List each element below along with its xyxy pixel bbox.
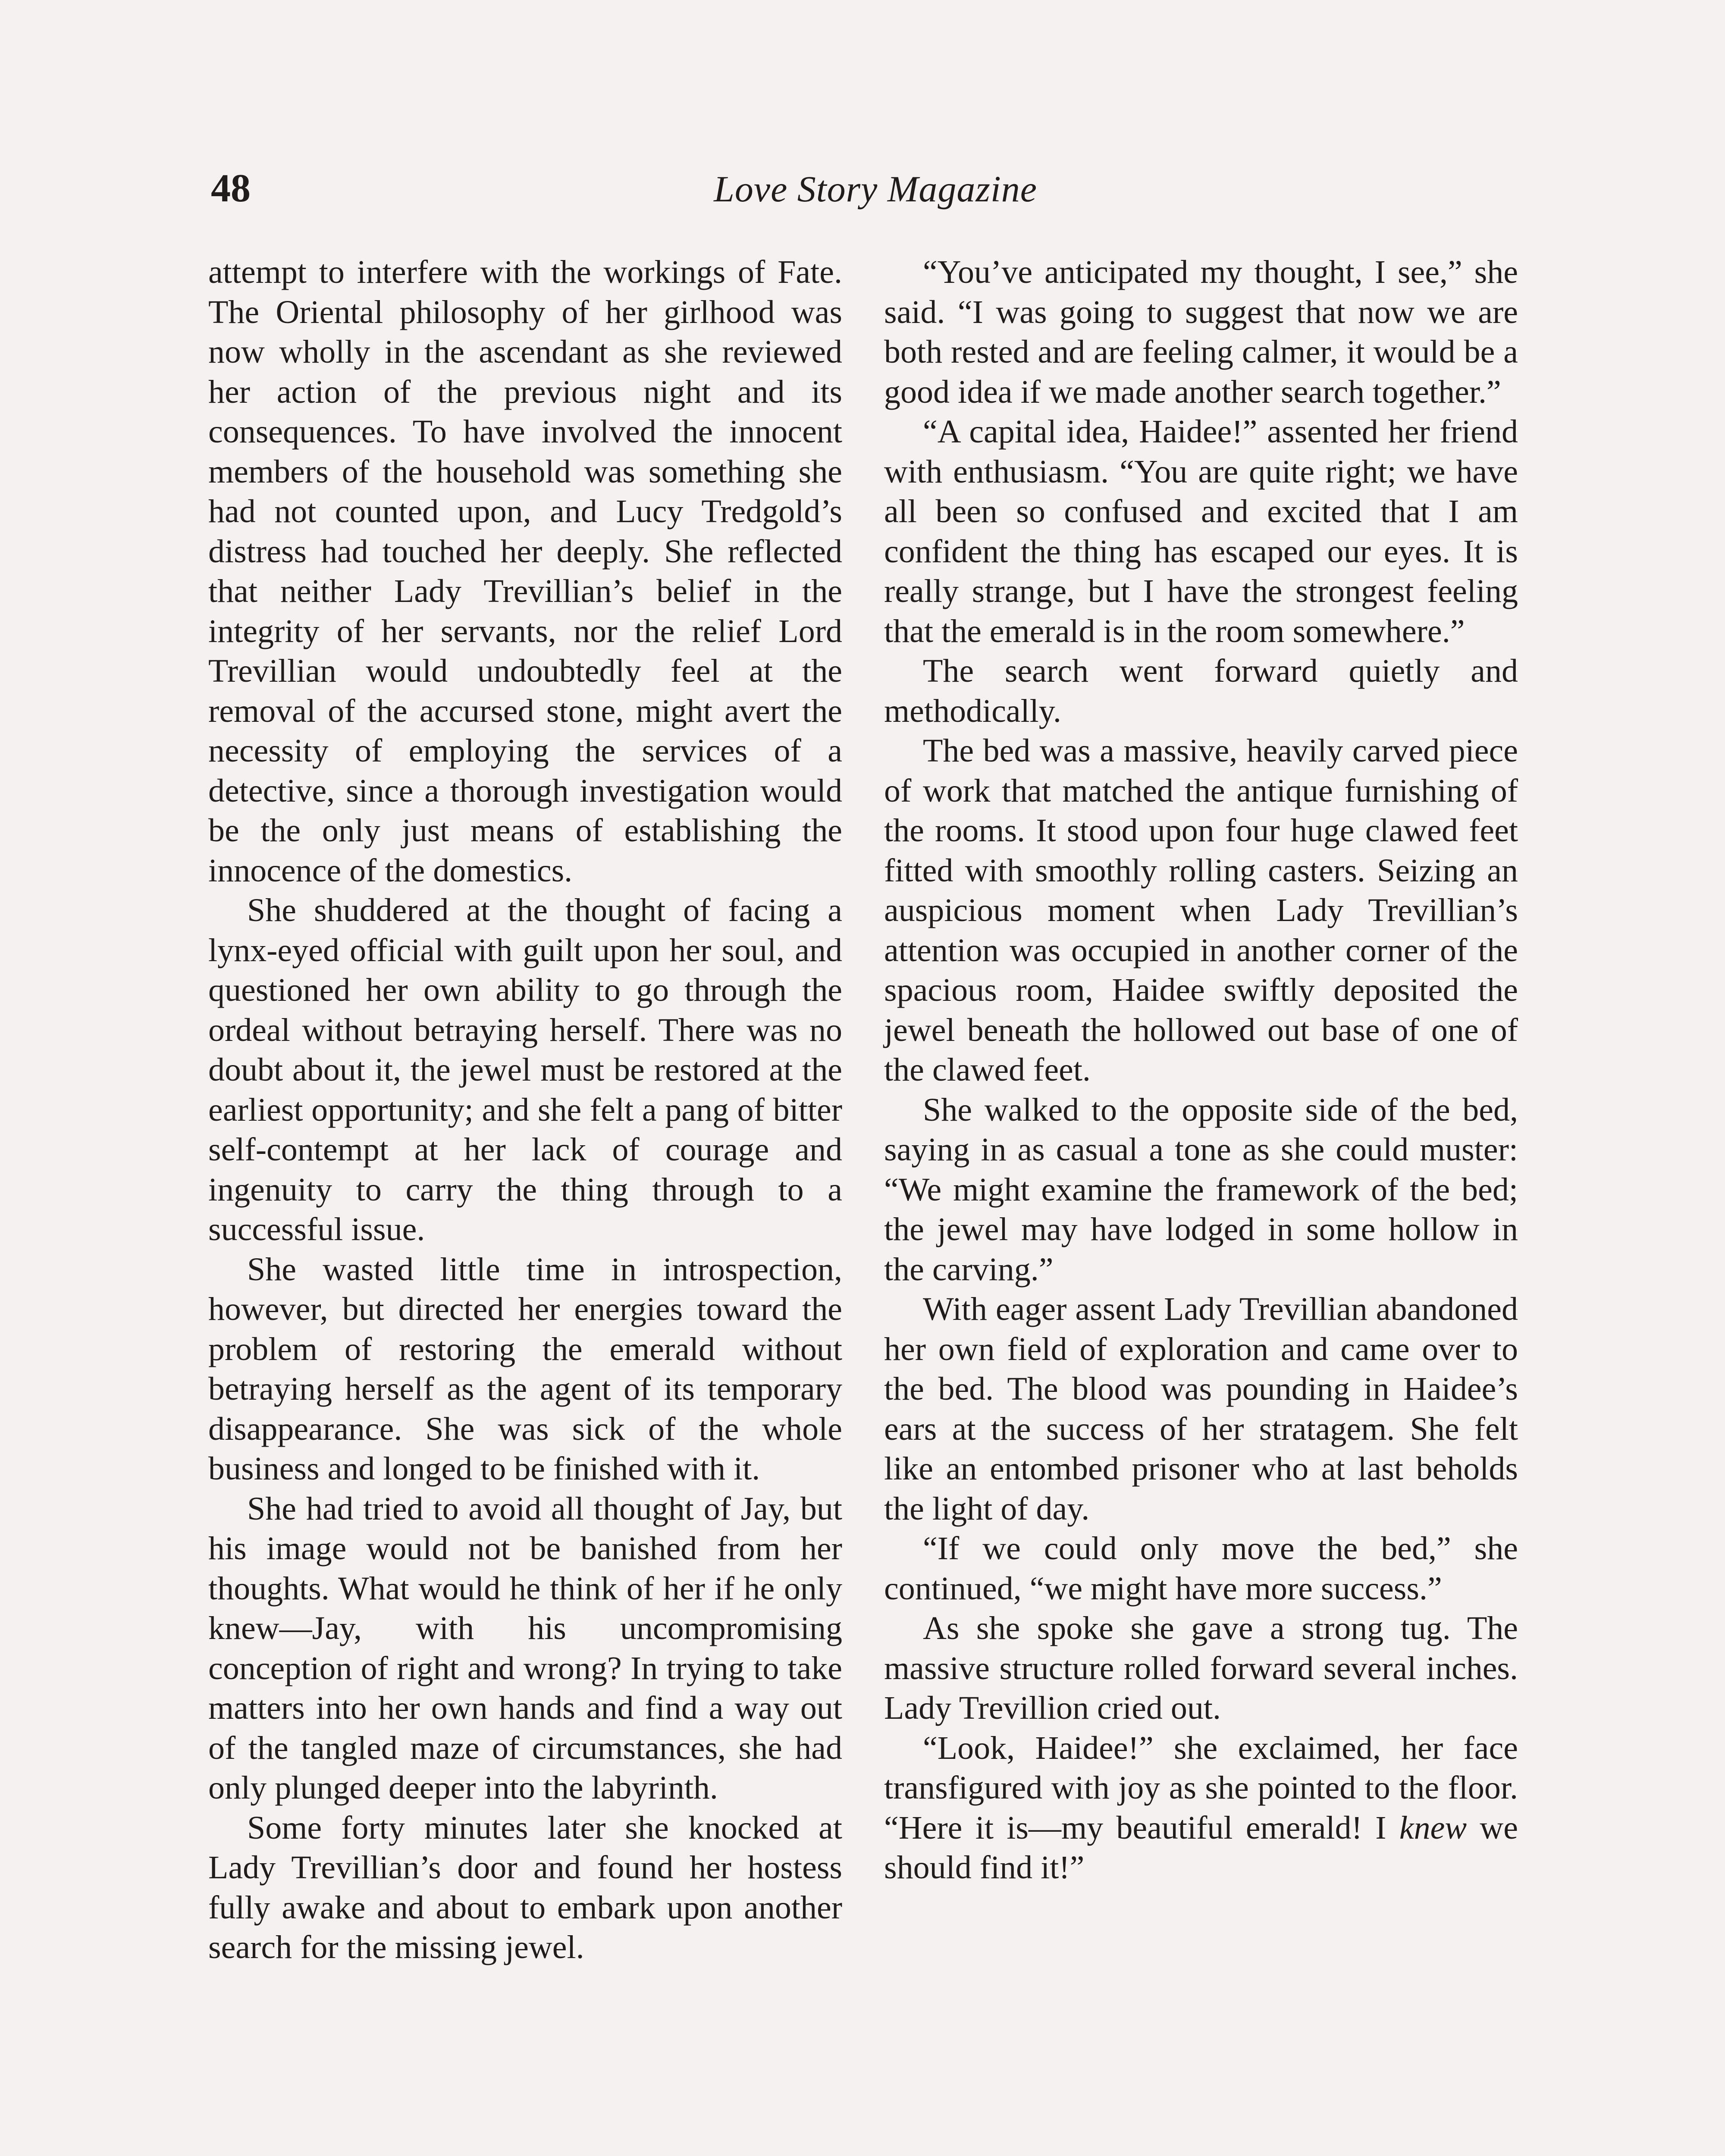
paragraph: As she spoke she gave a strong tug. The massive structure rolled forward several inches. Lady Trevillion cried out. — [884, 1610, 1518, 1726]
right-column — [884, 252, 1518, 1888]
paragraph: The bed was a massive, heavily carved piece of work that matched the antique furnishing of the rooms. It stood upon four huge clawed feet fitted with smoothly rolling casters. Seizing an auspicious moment when Lady Trevillian’s attention was occupied in another corner of the spacious room, Haidee swiftly deposited the jewel beneath the hollowed out base of one of the clawed feet. — [884, 733, 1518, 1088]
paragraph: “A capital idea, Haidee!” assented her friend with enthusiasm. “You are quite right; we have all been so confused and excited that I am confident the thing has escaped our eyes. It is really strange, but I have the strongest feeling that the emerald is in the room somewhere.” — [884, 414, 1518, 649]
paragraph-text: “Look, Haidee!” she exclaimed, her face transfigured with joy as she pointed to the floor. “Here it is—my beautiful emerald! I — [884, 1730, 1518, 1846]
paragraph: She shuddered at the thought of facing a lynx-eyed official with guilt upon her soul, and questioned her own ability to go through the ordeal without betraying herself. There was no doubt about it, the jewel must be restored at the earliest opportunity; and she felt a pang of bitter self-contempt at her lack of courage and ingenuity to carry the thing through to a successful issue. — [208, 892, 842, 1247]
paragraph — [884, 1728, 1518, 1888]
paragraph: She wasted little time in introspection, however, but directed her energies toward the problem of restoring the emerald without betraying herself as the agent of its temporary disappearance. She was sick of the whole business and longed to be finished with it. — [208, 1251, 842, 1487]
paragraph: She had tried to avoid all thought of Jay, but his image would not be banished from her thoughts. What would he think of her if he only knew—Jay, with his uncompromising conception of right and wrong? In trying to take matters into her own hands and find a way out of the tangled maze of circumstances, she had only plunged deeper into the labyrinth. — [208, 1490, 842, 1806]
emphasis-text: knew — [1399, 1809, 1467, 1846]
paragraph: She walked to the opposite side of the bed, saying in as casual a tone as she could muster: “We might examine the framework of the bed; the jewel may have lodged in some hollow in the carving.” — [884, 1091, 1518, 1288]
paragraph-text: we should find it!” — [884, 1809, 1518, 1886]
page-number: 48 — [211, 166, 251, 210]
paragraph: Some forty minutes later she knocked at Lady Trevillian’s door and found her hostess fully awake and about to embark upon another search for the missing jewel. — [208, 1809, 842, 1965]
paragraph: “If we could only move the bed,” she continued, “we might have more success.” — [884, 1530, 1518, 1607]
paragraph: attempt to interfere with the workings of Fate. The Oriental philosophy of her girlhood was now wholly in the ascendant as she reviewed her action of the previous night and its consequences. To have involved the innocent members of the household was something she had not counted upon, and Lucy Tredgold’s distress had touched her deeply. She reflected that neither Lady Trevillian’s belief in the integrity of her servants, nor the relief Lord Trevillian would undoubtedly feel at the removal of the accursed stone, might avert the necessity of employing the services of a detective, since a thorough investigation would be the only just means of establishing the innocence of the domestics. — [208, 254, 842, 889]
left-column — [208, 252, 842, 1968]
paragraph: The search went forward quietly and methodically. — [884, 653, 1518, 729]
paragraph: “You’ve anticipated my thought, I see,” she said. “I was going to suggest that now we are both rested and are feeling calmer, it would be a good idea if we made another search together.” — [884, 254, 1518, 410]
paragraph: With eager assent Lady Trevillian abandoned her own field of exploration and came over to the bed. The blood was pounding in Haidee’s ears at the success of her stratagem. She felt like an entombed prisoner who at last beholds the light of day. — [884, 1291, 1518, 1527]
running-title: Love Story Magazine — [714, 168, 1037, 210]
